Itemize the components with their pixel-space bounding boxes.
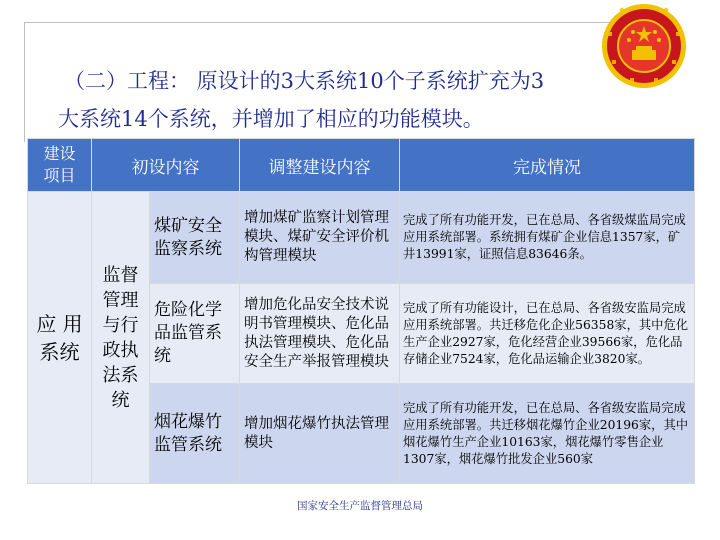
initial-cell [150,384,240,484]
header-adjusted: 调整建设内容 [240,139,400,192]
initial-cell [150,192,240,284]
initial-line: 烟花爆竹 [154,411,222,432]
supervision-cell [92,192,150,484]
project-table [27,138,695,484]
header-project [28,139,92,192]
initial-line: 监察系统 [154,238,222,259]
initial-line: 统 [154,346,171,366]
system-line-1: 应 用 [36,311,83,336]
initial-line: 监管系统 [154,434,222,455]
completion-cell: 完成了所有功能开发，已在总局、各省级煤监局完成应用系统部署。系统拥有煤矿企业信息1357家，矿井13991家，证照信息83646条。 [400,192,695,284]
adjusted-cell: 增加煤矿监察计划管理模块、煤矿安全评价机构管理模块 [240,192,400,284]
system-line-2: 系统 [39,339,80,364]
supervision-line: 统 [111,389,130,411]
supervision-line: 与行 [102,314,139,336]
adjusted-cell: 增加危化品安全技术说明书管理模块、危化品执法管理模块、危化品安全生产举报管理模块 [240,284,400,384]
footer-organization: 国家安全生产监督管理总局 [297,500,423,512]
supervision-line: 法系 [102,364,139,386]
supervision-line: 政执 [102,339,139,361]
title-line-1: （二）工程： 原设计的3大系统10个子系统扩充为3 [64,69,545,93]
initial-line: 品监管系 [154,323,222,343]
completion-cell: 完成了所有功能设计，已在总局、各省级安监局完成应用系统部署。共迁移危化企业56358家，其中危化生产企业2927家，危化经营企业39566家，危化品存储企业7524家，危化品运输企业3820家。 [400,284,695,384]
completion-cell: 完成了所有功能开发，已在总局、各省级安监局完成应用系统部署。共迁移烟花爆竹企业20196家，其中烟花爆竹生产企业10163家，烟花爆竹零售企业1307家，烟花爆竹批发企业560家 [400,384,695,484]
left-divider [24,22,25,142]
top-divider [24,22,614,23]
table-row [28,192,695,284]
initial-line: 危险化学 [154,300,222,320]
system-cell [28,192,92,484]
initial-line: 煤矿安全 [154,215,222,236]
header-initial: 初设内容 [92,139,240,192]
header-project-line1: 建设 [43,144,76,163]
initial-cell [150,284,240,384]
table-header-row [28,139,695,192]
supervision-line: 管理 [102,289,139,311]
page-title [40,62,680,138]
title-line-2: 大系统14个系统，并增加了相应的功能模块。 [58,107,484,131]
adjusted-cell: 增加烟花爆竹执法管理模块 [240,384,400,484]
supervision-line: 监督 [102,264,139,286]
header-completion: 完成情况 [400,139,695,192]
header-project-line2: 项目 [43,166,76,185]
